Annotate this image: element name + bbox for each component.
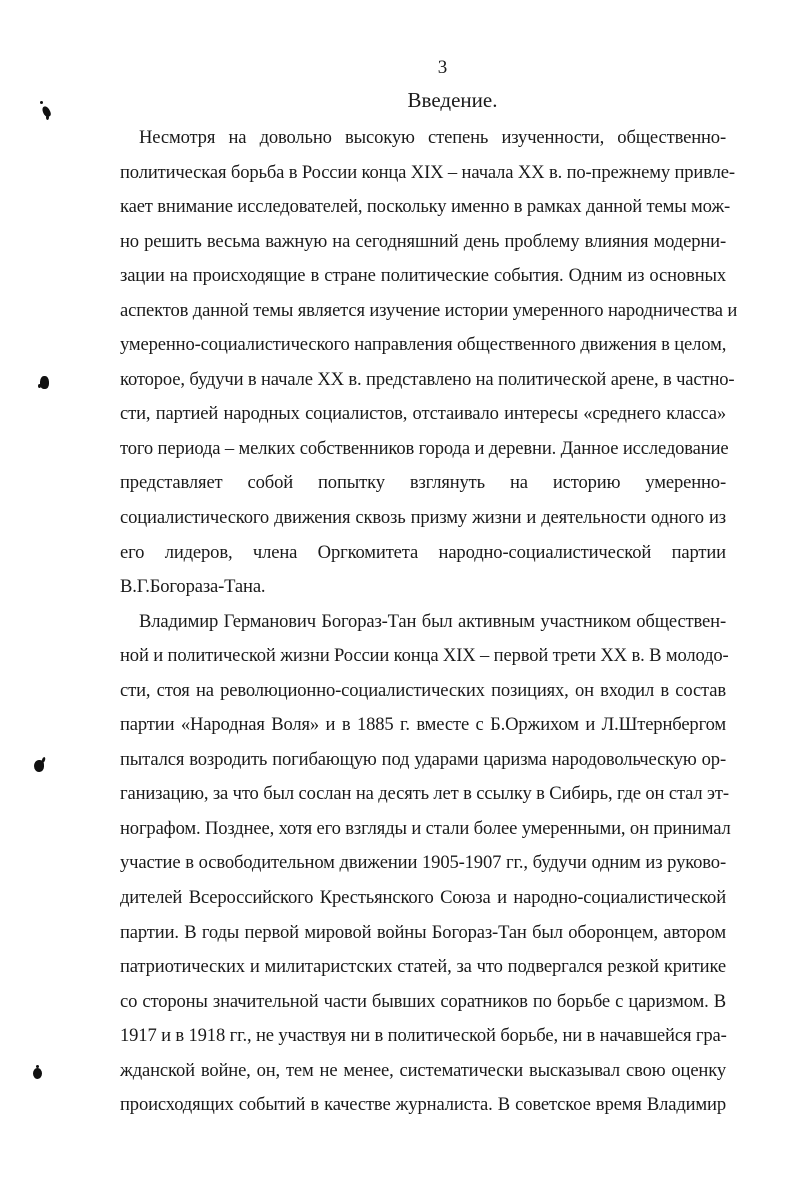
text-line: ганизацию, за что был сослан на десять лет в ссылку в Сибирь, где он стал эт- [120,783,729,805]
text-line: социалистического движения сквозь призму жизни и деятельности одного из [120,507,726,529]
text-line: партии «Народная Воля» и в 1885 г. вместе с Б.Оржихом и Л.Штернбергом [120,714,726,736]
text-line: Владимир Германович Богораз-Тан был активным участником обществен- [139,610,726,632]
text-line: В.Г.Богораза-Тана. [120,576,266,598]
text-line: жданской войне, он, тем не менее, систематически высказывал свою оценку [120,1059,726,1081]
text-line: дителей Всероссийского Крестьянского Союза и народно-социалистической [120,887,726,909]
text-line: того периода – мелких собственников города и деревни. Данное исследование [120,437,729,459]
text-line: Несмотря на довольно высокую степень изученности, общественно- [139,127,726,148]
text-line: умеренно-социалистического направления общественного движения в целом, [120,334,727,356]
page-number: 3 [437,57,448,78]
text-line: которое, будучи в начале XX в. представлено на политической арене, в частно- [120,368,735,390]
text-line: аспектов данной темы является изучение истории умеренного народничества и [120,299,738,321]
text-line: но решить весьма важную на сегодняшний день проблему влияния модерни- [120,230,726,252]
text-line: 1917 и в 1918 гг., не участвуя ни в политической борьбе, ни в начавшейся гра- [120,1025,727,1047]
text-line: патриотических и милитаристских статей, за что подвергался резкой критике [120,956,726,978]
paragraph-2 [120,605,731,1123]
text-line: пытался возродить погибающую под ударами царизма народовольческую ор- [120,748,726,770]
binder-hole-mark [46,115,49,120]
text-line: его лидеров, члена Оргкомитета народно-социалистической партии [120,541,726,563]
text-line: партии. В годы первой мировой войны Богораз-Тан был оборонцем, автором [120,921,726,943]
text-line: сти, партией народных социалистов, отстаивало интересы «среднего класса» [120,403,726,425]
text-line: со стороны значительной части бывших соратников по борьбе с царизмом. В [120,990,726,1012]
binder-hole-mark [40,376,49,389]
text-line: участие в освободительном движении 1905-1907 гг., будучи одним из руково- [120,852,726,874]
text-line: зации на происходящие в стране политические события. Одним из основных [120,265,726,287]
text-line: кает внимание исследователей, поскольку именно в рамках данной темы мож- [120,196,731,218]
text-line: политическая борьба в России конца XIX – начала XX в. по-прежнему привле- [120,161,735,183]
text-line: нографом. Позднее, хотя его взгляды и стали более умеренными, он принимал [120,817,731,839]
paragraph-1 [120,121,738,605]
text-line: происходящих событий в качестве журналиста. В советское время Владимир [120,1094,726,1116]
body-text [120,121,738,1123]
text-line: сти, стоя на революционно-социалистических позициях, он входил в состав [120,679,726,701]
text-line: ной и политической жизни России конца XIX – первой трети XX в. В молодо- [120,645,729,667]
text-line: представляет собой попытку взглянуть на историю умеренно- [120,472,726,494]
binder-hole-mark [36,1065,39,1068]
binder-hole-mark [38,384,41,388]
page-title: Введение. [407,88,498,112]
binder-hole-mark [33,1068,42,1079]
binder-hole-mark [41,757,46,764]
